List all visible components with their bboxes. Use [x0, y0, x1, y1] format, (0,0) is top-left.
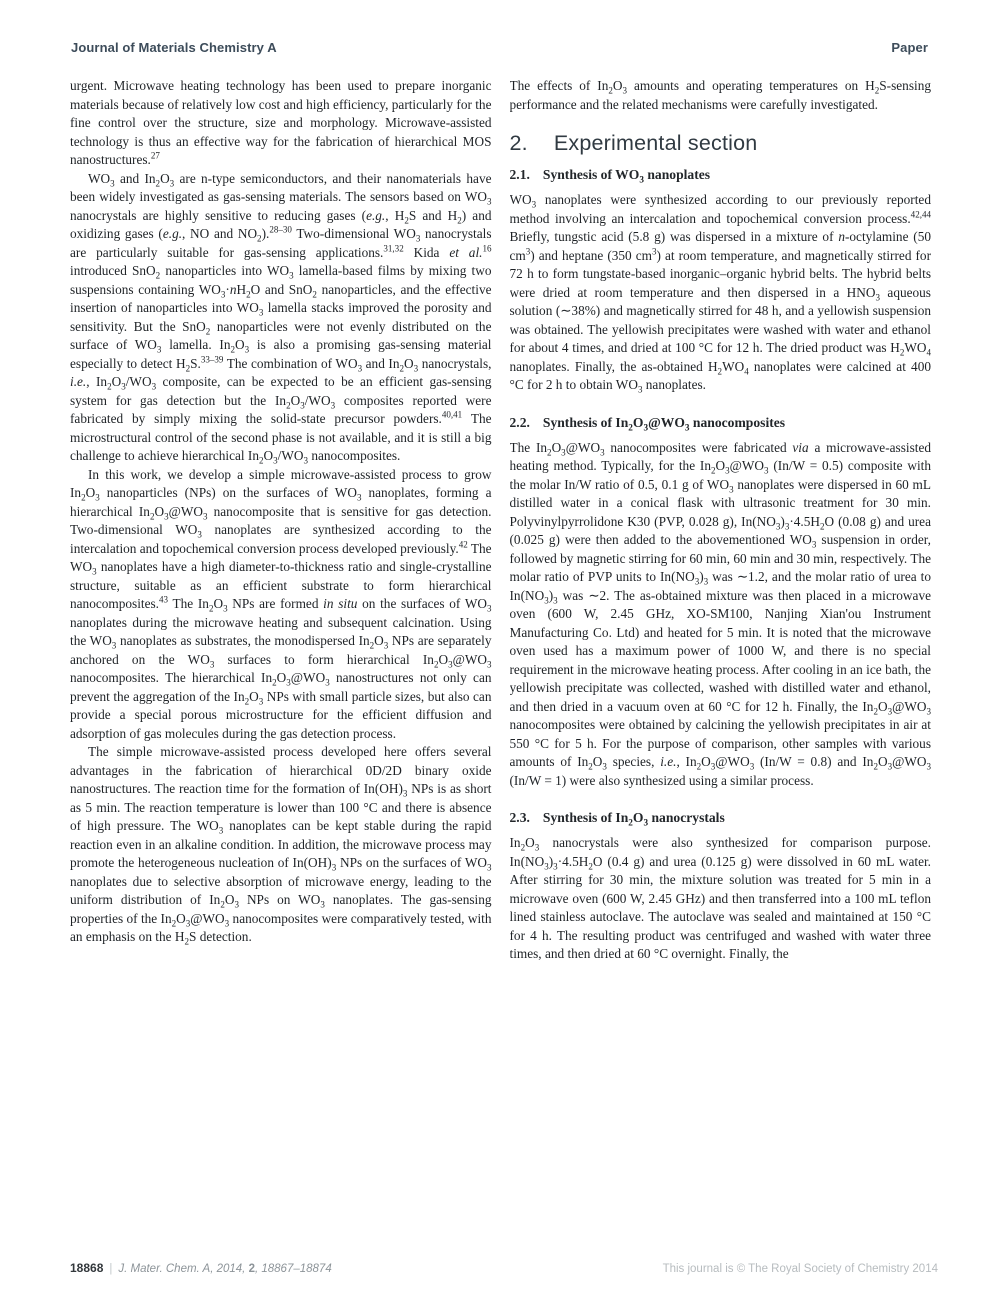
- paragraph: The simple microwave-assisted process developed here offers several advantages in the fabrication of hierarchical 0D/2D binary oxide nanostructures. The reaction time for the formation of $In(OH)_3$ NPs is as short as 5 min. The reaction temperature is lower than 100 °C and there is absence of high pressure. The $WO_3$ nanoplates can be kept stable during the rapid reaction even in an alkaline condition. In addition, the microwave process may promote the heterogeneous nucleation of $In(OH)_3$ NPs on the surfaces of $WO_3$ nanoplates due to selective absorption of microwave energy, leading to the uniform distribution of $In_2O_3$ NPs on $WO_3$ nanoplates. The gas-sensing properties of the $In_2O_3@WO_3$ nanocomposites were comparatively tested, with an emphasis on the $H_2S$ detection.: [70, 744, 492, 947]
- left-column: [70, 77, 492, 1235]
- subsection-title: Synthesis of $In_2O_3$ nanocrystals: [542, 810, 725, 828]
- section-title: Experimental section: [553, 131, 758, 155]
- article-type-label: Paper: [891, 40, 928, 55]
- journal-citation: J. Mater. Chem. A, 2014, 2, 18867–18874: [118, 1263, 332, 1275]
- page-number: 18868: [70, 1261, 104, 1275]
- journal-name: Journal of Materials Chemistry A: [71, 40, 277, 55]
- paragraph: The $In_2O_3@WO_3$ nanocomposites were fabricated via a microwave-assisted heating method. Typically, for the $In_2O_3@WO_3$ (In/W = 0.5) composite with the molar In/W ratio of 0.5, 0.1 g of $WO_3$ nanoplates were dispersed in 60 mL distilled water in a conical flask with ultrasonic treatment for 30 min. Polyvinylpyrrolidone K30 (PVP, 0.028 g), $In(NO_3)_3\cdot 4.5H_2O$ (0.08 g) and urea (0.025 g) were then added to the abovementioned $WO_3$ suspension in order, followed by magnetic stirring for 60 min, 60 min and 30 min, respectively. The molar ratio of PVP units to $In(NO_3)_3$ was ∼1.2, and the molar ratio of urea to $In(NO_3)_3$ was ∼2. The as-obtained mixture was then placed in a microwave oven (600 W, 2.45 GHz, XO-SM100, Nanjing Xian'ou Instrument Manufacturing Co. Ltd) and heated for 5 min. It is noted that the microwave oven used has a maximum power of 1000 W, and there is no special requirement in the microwave heating process. After cooling in an ice bath, the yellowish precipitate was collected, washed with distilled water and ethanol, and then dried in a vacuum oven at 60 °C for 12 h. Finally, the $In_2O_3@WO_3$ nanocomposites were obtained by calcining the yellowish precipitates in air at 550 °C for 5 h. For the purpose of comparison, other samples with various amounts of $In_2O_3$ species, i.e., $In_2O_3@WO_3$ (In/W = 0.8) and $In_2O_3@WO_3$ (In/W = 1) were also synthesized using a similar process.: [509, 439, 931, 788]
- page-footer: [70, 1261, 938, 1275]
- subsection-heading-2-3: [510, 810, 932, 826]
- section-number: 2.: [509, 131, 528, 155]
- paragraph: The effects of $In_2O_3$ amounts and operating temperatures on $H_2S$-sensing performance and the related mechanisms were carefully investigated.: [509, 78, 931, 112]
- subsection-title: Synthesis of $WO_3$ nanoplates: [542, 167, 711, 185]
- section-heading-experimental: [510, 131, 932, 156]
- subsection-number: 2.1.: [509, 167, 530, 182]
- two-column-body: [70, 77, 931, 1235]
- subsection-number: 2.2.: [509, 414, 530, 430]
- subsection-title: Synthesis of $In_2O_3@WO_3$ nanocomposites: [542, 414, 786, 433]
- paragraph: urgent. Microwave heating technology has been used to prepare inorganic materials because of relatively low cost and high efficiency, particularly for the fine control over the structure, size and morphology. Microwave-assisted technology is thus an effective way for the fabrication of hierarchical MOS nanostructures.$^{27}$: [70, 78, 492, 167]
- right-column: [510, 77, 932, 1235]
- copyright-notice: This journal is © The Royal Society of Chemistry 2014: [662, 1263, 938, 1275]
- footer-separator: |: [109, 1263, 113, 1275]
- paragraph: In this work, we develop a simple microwave-assisted process to grow $In_2O_3$ nanoparticles (NPs) on the surfaces of $WO_3$ nanoplates, forming a hierarchical $In_2O_3@WO_3$ nanocomposite that is sensitive for gas detection. Two-dimensional $WO_3$ nanoplates are synthesized according to the intercalation and topochemical conversion process developed previously.$^{42}$ The $WO_3$ nanoplates have a high diameter-to-thickness ratio and single-crystalline structure, suitable as an efficient substrate to form hierarchical nanocomposites.$^{43}$ The $In_2O_3$ NPs are formed in situ on the surfaces of $WO_3$ nanoplates during the microwave heating and subsequent calcination. Using the $WO_3$ nanoplates as substrates, the monodispersed $In_2O_3$ NPs are separately anchored on the $WO_3$ surfaces to form hierarchical $In_2O_3@WO_3$ nanocomposites. The hierarchical $In_2O_3@WO_3$ nanostructures not only can prevent the aggregation of the $In_2O_3$ NPs with small particle sizes, but also can provide a special porous microstructure for the efficient diffusion and adsorption of gas molecules during the gas detection process.: [70, 466, 492, 741]
- subsection-number: 2.3.: [509, 810, 530, 825]
- paragraph: $WO_3$ and $In_2O_3$ are n-type semiconductors, and their nanomaterials have been widely investigated as gas-sensing materials. The sensors based on $WO_3$ nanocrystals are highly sensitive to reducing gases (e.g., $H_2S$ and $H_2$) and oxidizing gases (e.g., NO and $NO_2).^{28-30}$ Two-dimensional $WO_3$ nanocrystals are particularly suitable for gas-sensing applications.$^{31,32}$ Kida et al.$^{16}$ introduced SnO$_2$ nanoparticles into $WO_3$ lamella-based films by mixing two suspensions containing $WO_3\cdot nH_2O$ and SnO$_2$ nanoparticles, and the effective insertion of nanoparticles into $WO_3$ lamella stacks improved the porosity and sensitivity. But the SnO$_2$ nanoparticles were not evenly distributed on the surface of $WO_3$ lamella. $In_2O_3$ is also a promising gas-sensing material especially to detect $H_2S.^{33-39}$ The combination of $WO_3$ and $In_2O_3$ nanocrystals, i.e., $In_2O_3/WO_3$ composite, can be expected to be an efficient gas-sensing system for gas detection but the $In_2O_3/WO_3$ composites reported were fabricated by simply mixing the solid-state precursor powders.$^{40,41}$ The microstructural control of the second phase is not available, and it is still a big challenge to achieve hierarchical $In_2O_3/WO_3$ nanocomposites.: [70, 170, 492, 466]
- page-header: [71, 40, 928, 55]
- paragraph: $WO_3$ nanoplates were synthesized according to our previously reported method involving an intercalation and topochemical conversion process.$^{42,44}$ Briefly, tungstic acid (5.8 g) was dispersed in a mixture of n-octylamine (50 $cm^3$) and heptane (350 $cm^3$) at room temperature, and magnetically stirred for 72 h to form tungstate-based inorganic–organic hybrid belts. The hybrid belts were dried at room temperature and then dispersed in a $HNO_3$ aqueous solution (∼38%) and magnetically stirred for 48 h, and a yellowish suspension was obtained. The yellowish precipitates were washed with water and ethanol for about 4 times, and dried at 100 °C for 12 h. The dried product was $H_2WO_4$ nanoplates. Finally, the as-obtained $H_2WO_4$ nanoplates were calcined at 400 °C for 2 h to obtain $WO_3$ nanoplates.: [509, 192, 931, 395]
- subsection-heading-2-2: [510, 415, 932, 431]
- subsection-heading-2-1: [510, 167, 932, 183]
- footer-citation-block: [70, 1261, 332, 1275]
- paragraph: $In_2O_3$ nanocrystals were also synthesized for comparison purpose. $In(NO_3)_3\cdot 4.5H_2O$ (0.4 g) and urea (0.125 g) were dissolved in 60 mL water. After stirring for 30 min, the mixture solution was treated for 5 min in a microwave oven (600 W, 2.45 GHz) and then transferred into a 100 mL teflon lined stainless autoclave. The autoclave was sealed and maintained at 150 °C for 4 h. The resulting product was centrifuged and washed with water three times, and then dried at 60 °C overnight. Finally, the: [509, 835, 931, 961]
